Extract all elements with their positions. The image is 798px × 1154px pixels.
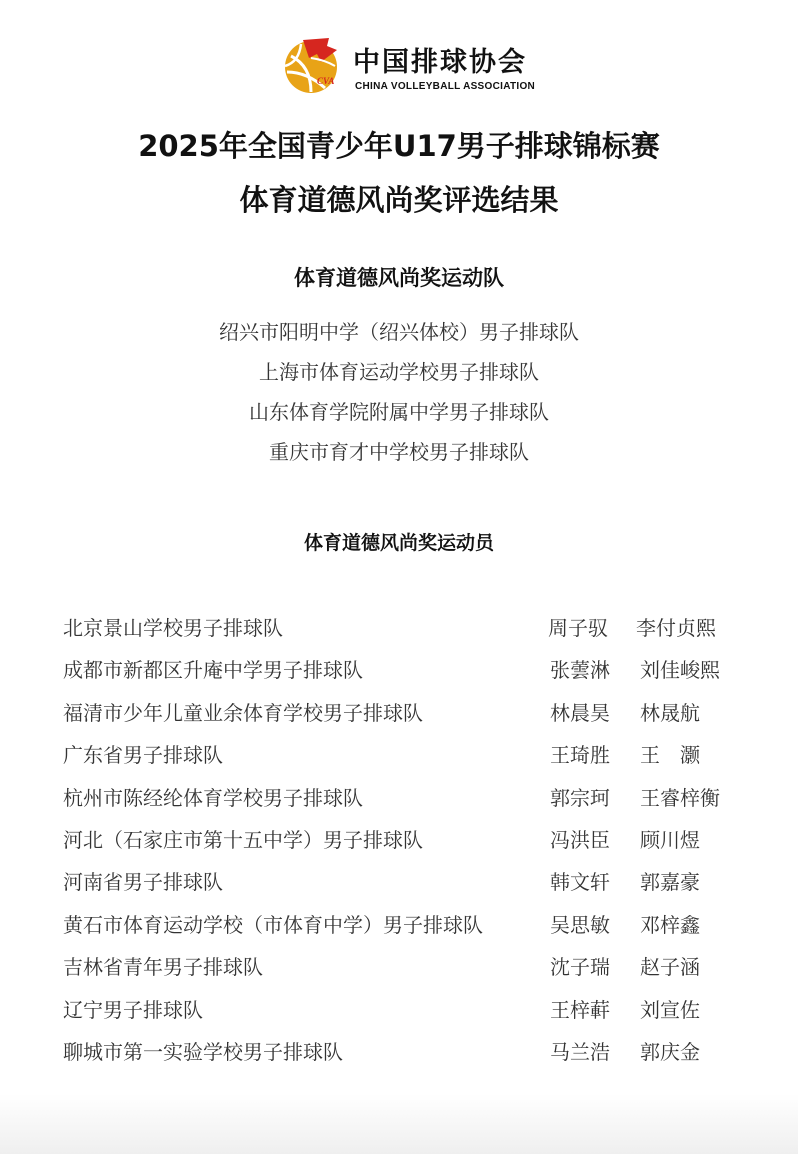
athlete-name: 王琦胜 — [550, 743, 610, 768]
volleyball-logo-icon — [281, 36, 341, 96]
athlete-name: 郭宗珂 — [550, 785, 610, 810]
athlete-name: 韩文轩 — [550, 870, 610, 895]
team-award-item: 山东体育学院附属中学男子排球队 — [249, 400, 549, 424]
athlete-row — [0, 901, 798, 943]
athlete-name: 林晨昊 — [550, 700, 610, 725]
athlete-name: 李付贞熙 — [636, 616, 716, 640]
athlete-team: 河北（石家庄市第十五中学）男子排球队 — [63, 827, 423, 852]
svg-text:CVA: CVA — [317, 76, 335, 86]
athlete-award-table — [0, 604, 798, 1070]
athlete-row — [0, 943, 798, 985]
athlete-name: 马兰浩 — [550, 1039, 610, 1064]
athlete-team: 聊城市第一实验学校男子排球队 — [63, 1039, 343, 1064]
page-title-line1: 2025年全国青少年U17男子排球锦标赛 — [138, 129, 660, 163]
athlete-name: 刘佳峻熙 — [640, 658, 720, 683]
athlete-name: 王睿梓衡 — [640, 785, 720, 810]
athlete-row — [0, 1028, 798, 1070]
athlete-row — [0, 774, 798, 816]
athlete-row — [0, 604, 798, 646]
athlete-name: 顾川煜 — [640, 827, 700, 852]
cva-logo — [281, 36, 536, 98]
athlete-team: 黄石市体育运动学校（市体育中学）男子排球队 — [63, 912, 483, 937]
logo-english-name: CHINA VOLLEYBALL ASSOCIATION — [355, 81, 536, 92]
page-title-line2: 体育道德风尚奖评选结果 — [239, 183, 559, 217]
athlete-team: 成都市新都区升庵中学男子排球队 — [63, 658, 363, 683]
athlete-team: 辽宁男子排球队 — [63, 997, 203, 1022]
athlete-name: 林晟航 — [640, 700, 700, 725]
athlete-row — [0, 816, 798, 858]
athlete-team: 杭州市陈经纶体育学校男子排球队 — [63, 785, 363, 810]
team-award-item: 绍兴市阳明中学（绍兴体校）男子排球队 — [219, 320, 579, 344]
athlete-name: 周子驭 — [548, 616, 608, 640]
athlete-name: 郭庆金 — [640, 1039, 700, 1064]
athlete-team: 福清市少年儿童业余体育学校男子排球队 — [63, 700, 423, 725]
logo-chinese-name: 中国排球协会 — [353, 47, 527, 78]
athlete-row — [0, 646, 798, 688]
team-award-list — [0, 312, 798, 472]
page-bottom-shadow — [0, 1094, 798, 1154]
athlete-name: 张蕓淋 — [550, 658, 610, 683]
athlete-team: 北京景山学校男子排球队 — [63, 616, 283, 640]
athlete-name: 刘宣佐 — [640, 997, 700, 1022]
team-award-item: 重庆市育才中学校男子排球队 — [269, 440, 529, 464]
athlete-name: 郭嘉豪 — [640, 870, 700, 895]
team-award-heading: 体育道德风尚奖运动队 — [294, 266, 504, 290]
athlete-team: 广东省男子排球队 — [63, 743, 223, 768]
athlete-name: 赵子涵 — [640, 955, 700, 980]
athlete-row — [0, 858, 798, 900]
athlete-award-heading: 体育道德风尚奖运动员 — [303, 532, 494, 554]
athlete-row — [0, 689, 798, 731]
athlete-name: 邓梓鑫 — [640, 912, 700, 937]
athlete-row — [0, 986, 798, 1028]
athlete-row — [0, 731, 798, 773]
athlete-team: 吉林省青年男子排球队 — [63, 955, 263, 980]
athlete-name: 王 灏 — [640, 743, 700, 768]
athlete-name: 吴思敏 — [550, 912, 610, 937]
team-award-item: 上海市体育运动学校男子排球队 — [259, 360, 539, 384]
athlete-name: 冯洪臣 — [550, 827, 610, 852]
athlete-name: 沈子瑞 — [550, 955, 610, 980]
athlete-team: 河南省男子排球队 — [63, 870, 223, 895]
athlete-name: 王梓蓒 — [550, 997, 610, 1022]
